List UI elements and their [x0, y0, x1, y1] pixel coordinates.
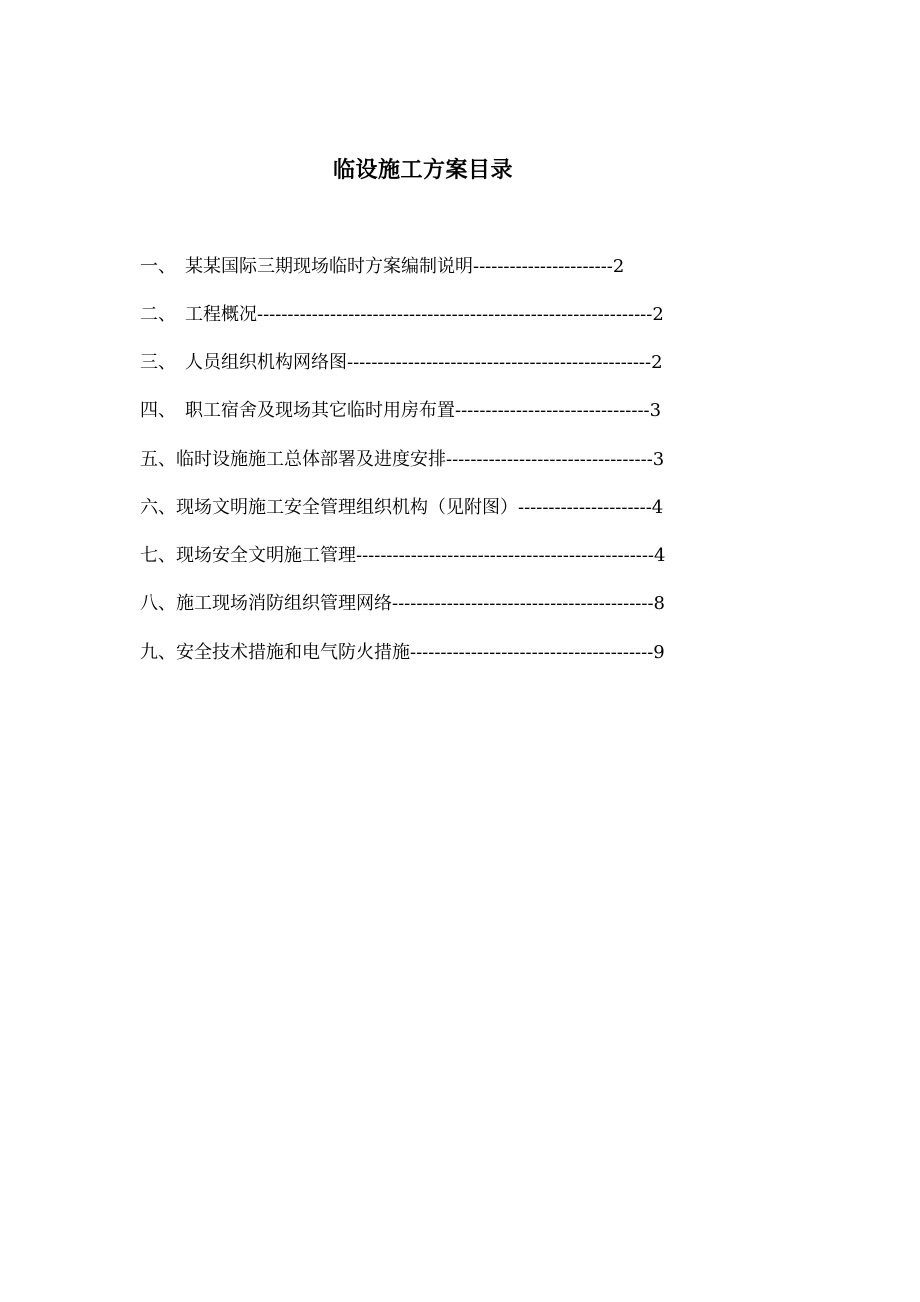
- toc-entry-text: 三、 人员组织机构网络图--------------------------------------------------2: [140, 352, 663, 373]
- toc-entry-text: 八、施工现场消防组织管理网络-------------------------------------------8: [140, 593, 665, 614]
- toc-entry-text: 七、现场安全文明施工管理-------------------------------------------------4: [140, 545, 666, 566]
- document-title: 临设施工方案目录: [332, 157, 513, 183]
- toc-entry: [140, 298, 664, 332]
- toc-entry: [140, 636, 665, 670]
- toc-entry-text: 五、临时设施施工总体部署及进度安排----------------------------------3: [140, 449, 665, 470]
- toc-entry: [140, 587, 665, 621]
- toc-entry: [140, 491, 663, 525]
- toc-entry: [140, 539, 665, 573]
- toc-entry: [140, 443, 664, 477]
- toc-entry: [140, 250, 624, 284]
- toc-entry: [140, 346, 663, 380]
- toc-entry: [140, 394, 661, 428]
- toc-entry-text: 六、现场文明施工安全管理组织机构（见附图）----------------------4: [140, 497, 664, 518]
- toc-entry-text: 一、 某某国际三期现场临时方案编制说明-----------------------2: [140, 256, 625, 277]
- toc-entry-text: 四、 职工宿舍及现场其它临时用房布置--------------------------------3: [140, 400, 662, 421]
- toc-entry-text: 二、 工程概况-----------------------------------------------------------------2: [140, 304, 664, 325]
- toc-entry-text: 九、安全技术措施和电气防火措施----------------------------------------9: [140, 642, 665, 663]
